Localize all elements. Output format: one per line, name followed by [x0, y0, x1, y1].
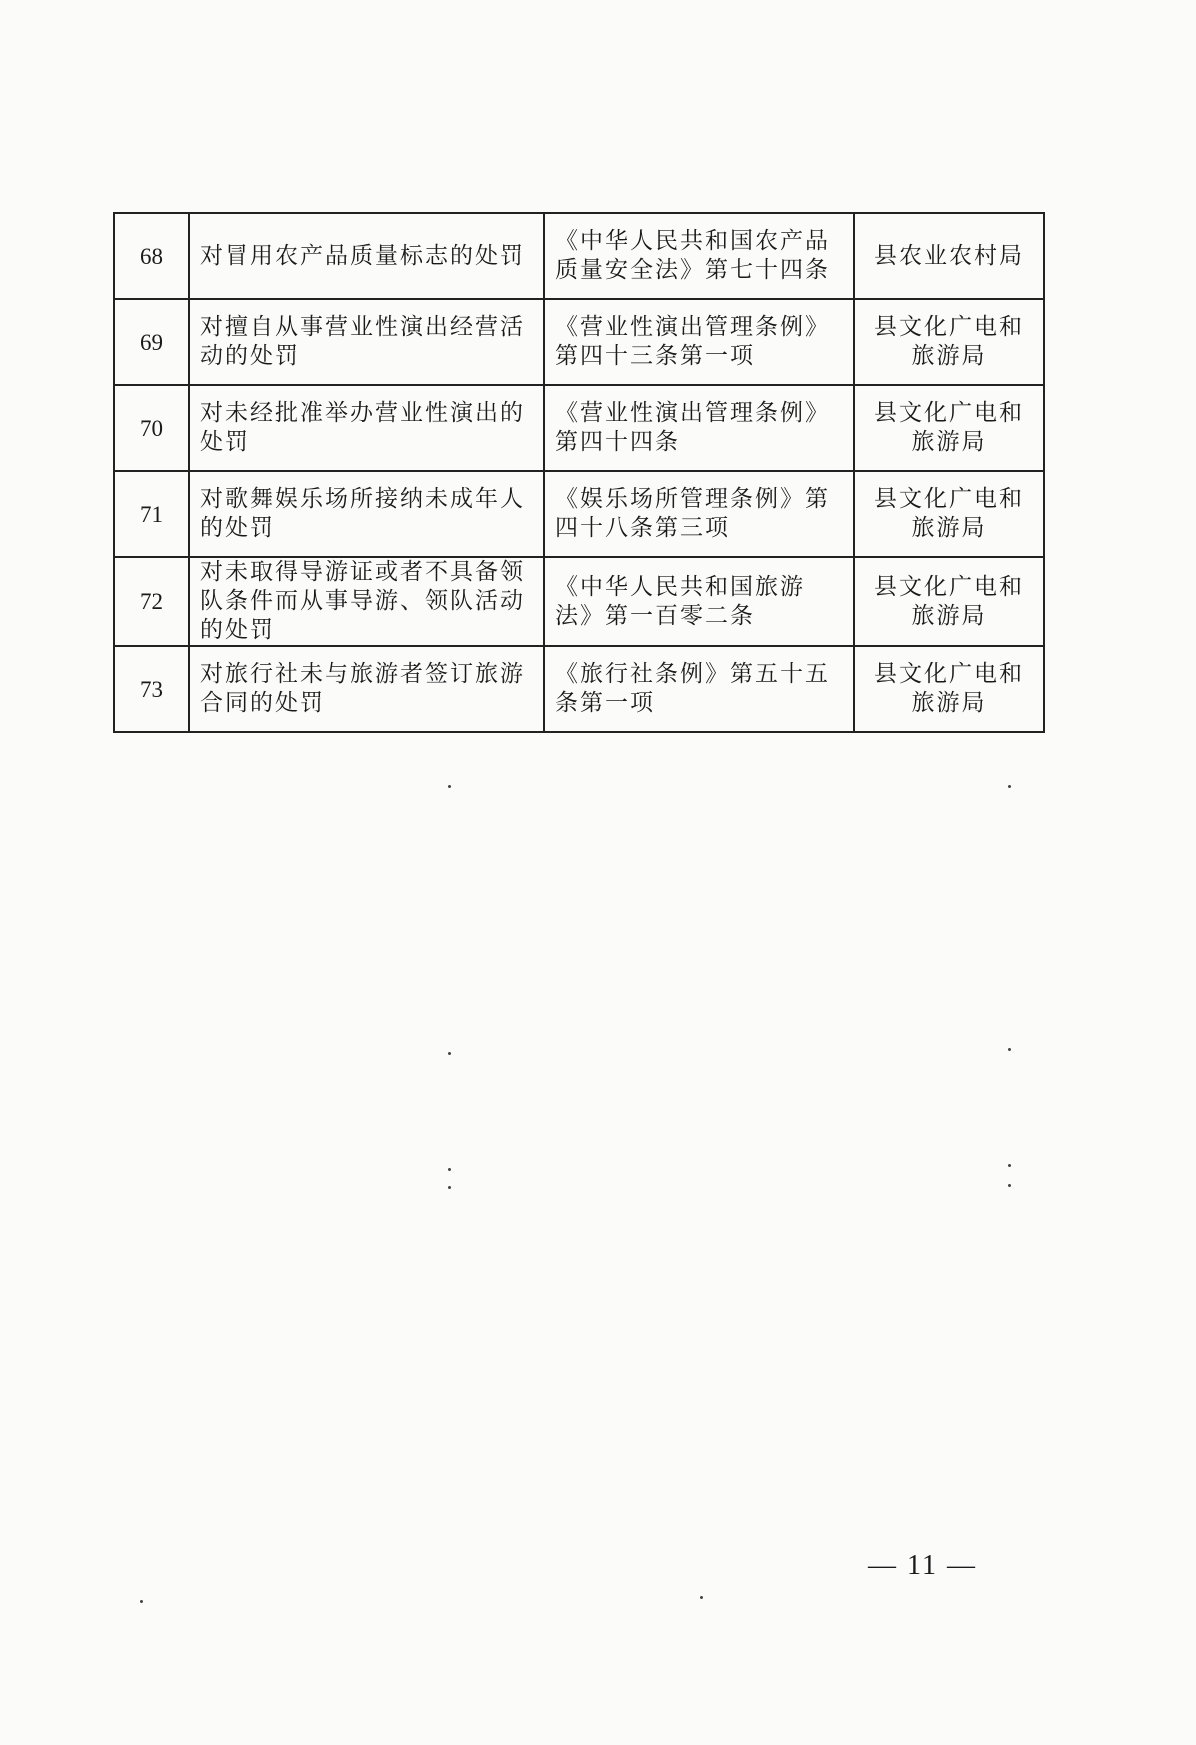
penalty-item: 对冒用农产品质量标志的处罚 — [189, 213, 544, 299]
scan-speck — [448, 1052, 451, 1055]
table-row — [114, 471, 1044, 557]
row-number: 71 — [114, 471, 189, 557]
scan-speck — [140, 1600, 143, 1603]
table-row — [114, 385, 1044, 471]
responsible-department: 县文化广电和旅游局 — [854, 557, 1044, 646]
scan-speck — [448, 1186, 451, 1189]
scan-speck — [1008, 1048, 1011, 1051]
scan-speck — [1008, 1164, 1011, 1167]
legal-basis: 《娱乐场所管理条例》第四十八条第三项 — [544, 471, 854, 557]
penalty-items-table — [113, 212, 1045, 733]
table-row — [114, 557, 1044, 646]
responsible-department: 县文化广电和旅游局 — [854, 646, 1044, 732]
legal-basis: 《中华人民共和国农产品质量安全法》第七十四条 — [544, 213, 854, 299]
scan-speck — [448, 1168, 451, 1171]
row-number: 70 — [114, 385, 189, 471]
responsible-department: 县文化广电和旅游局 — [854, 385, 1044, 471]
responsible-department: 县文化广电和旅游局 — [854, 471, 1044, 557]
row-number: 72 — [114, 557, 189, 646]
penalty-item: 对歌舞娱乐场所接纳未成年人的处罚 — [189, 471, 544, 557]
legal-basis: 《中华人民共和国旅游法》第一百零二条 — [544, 557, 854, 646]
penalty-item: 对擅自从事营业性演出经营活动的处罚 — [189, 299, 544, 385]
responsible-department: 县农业农村局 — [854, 213, 1044, 299]
penalty-item: 对未经批准举办营业性演出的处罚 — [189, 385, 544, 471]
table-row — [114, 213, 1044, 299]
table-row — [114, 646, 1044, 732]
legal-basis: 《旅行社条例》第五十五条第一项 — [544, 646, 854, 732]
scan-speck — [448, 785, 451, 788]
scan-speck — [700, 1596, 703, 1599]
scan-speck — [1008, 785, 1011, 788]
table-row — [114, 299, 1044, 385]
page-number: — 11 — — [868, 1550, 977, 1581]
legal-basis: 《营业性演出管理条例》第四十四条 — [544, 385, 854, 471]
row-number: 69 — [114, 299, 189, 385]
scan-speck — [1008, 1184, 1011, 1187]
legal-basis: 《营业性演出管理条例》第四十三条第一项 — [544, 299, 854, 385]
row-number: 68 — [114, 213, 189, 299]
row-number: 73 — [114, 646, 189, 732]
penalty-item: 对旅行社未与旅游者签订旅游合同的处罚 — [189, 646, 544, 732]
penalty-item: 对未取得导游证或者不具备领队条件而从事导游、领队活动的处罚 — [189, 557, 544, 646]
responsible-department: 县文化广电和旅游局 — [854, 299, 1044, 385]
